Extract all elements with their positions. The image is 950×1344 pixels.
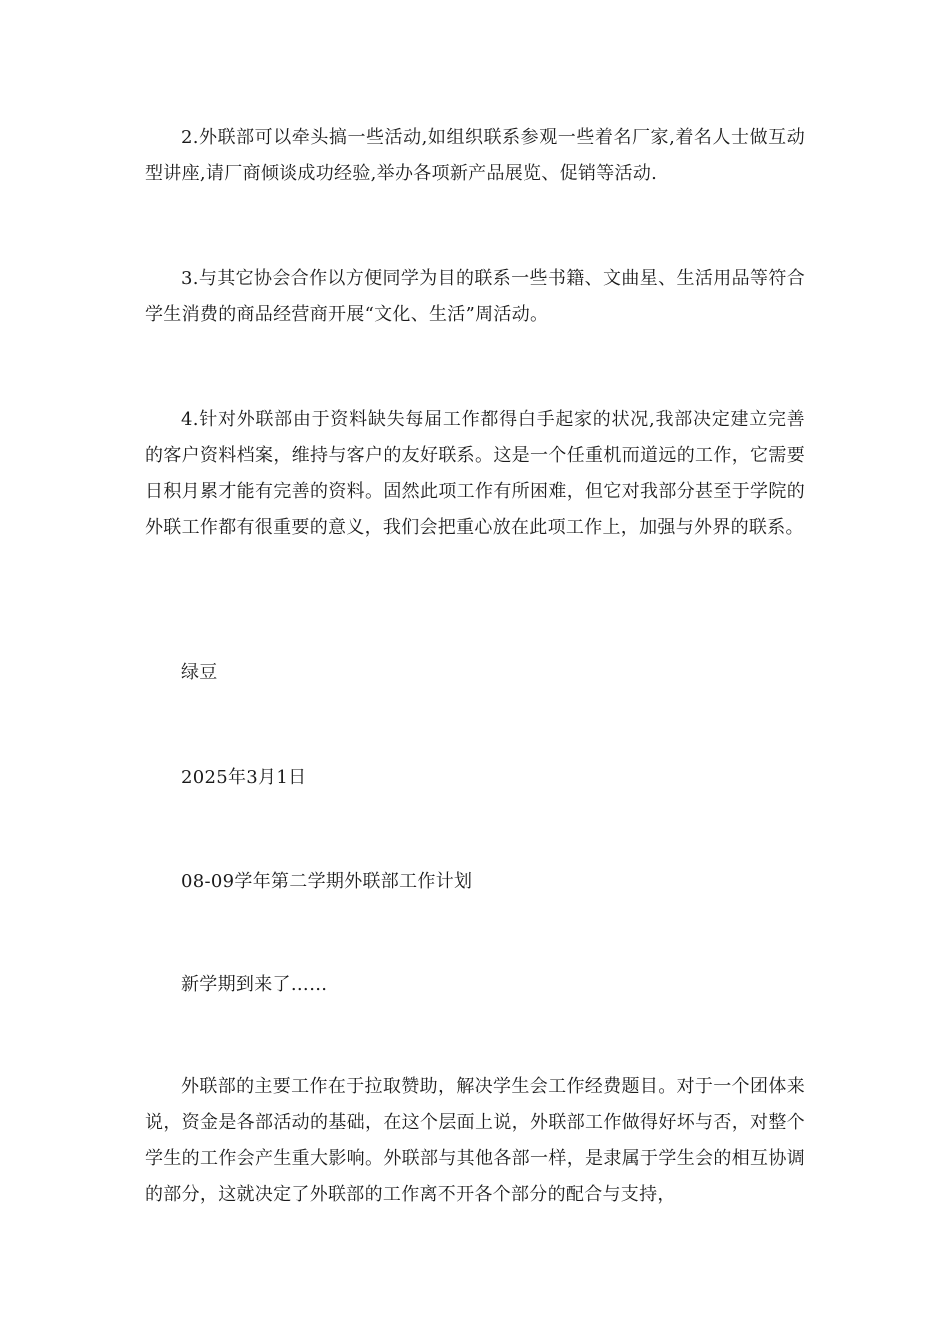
paragraph-intro: 新学期到来了…… — [181, 974, 328, 995]
paragraph-cooperation: 3.与其它协会合作以方便同学为目的联系一些书籍、文曲星、生活用品等符合学生消费的商品经营商开展“文化、生活”周活动。 — [145, 268, 805, 325]
paragraph-main-work: 外联部的主要工作在于拉取赞助，解决学生会工作经费题目。对于一个团体来说，资金是各部活动的基础，在这个层面上说，外联部工作做得好坏与否，对整个学生的工作会产生重大影响。外联部与其他各部一样，是隶属于学生会的相互协调的部分，这就决定了外联部的工作离不开各个部分的配合与支持， — [145, 1076, 805, 1205]
section-title: 08-09学年第二学期外联部工作计划 — [181, 871, 473, 892]
paragraph-client-archive: 4.针对外联部由于资料缺失每届工作都得白手起家的状况,我部决定建立完善的客户资料档案，维持与客户的友好联系。这是一个任重机而道远的工作，它需要日积月累才能有完善的资料。固然此项工作有所困难，但它对我部分甚至于学院的外联工作都有很重要的意义，我们会把重心放在此项工作上，加强与外界的联系。 — [145, 409, 805, 538]
paragraph-activities: 2.外联部可以牵头搞一些活动,如组织联系参观一些着名厂家,着名人士做互动型讲座,请厂商倾谈成功经验,举办各项新产品展览、促销等活动. — [145, 127, 805, 184]
signature-name: 绿豆 — [181, 662, 218, 683]
signature-date: 2025年3月1日 — [181, 767, 307, 788]
